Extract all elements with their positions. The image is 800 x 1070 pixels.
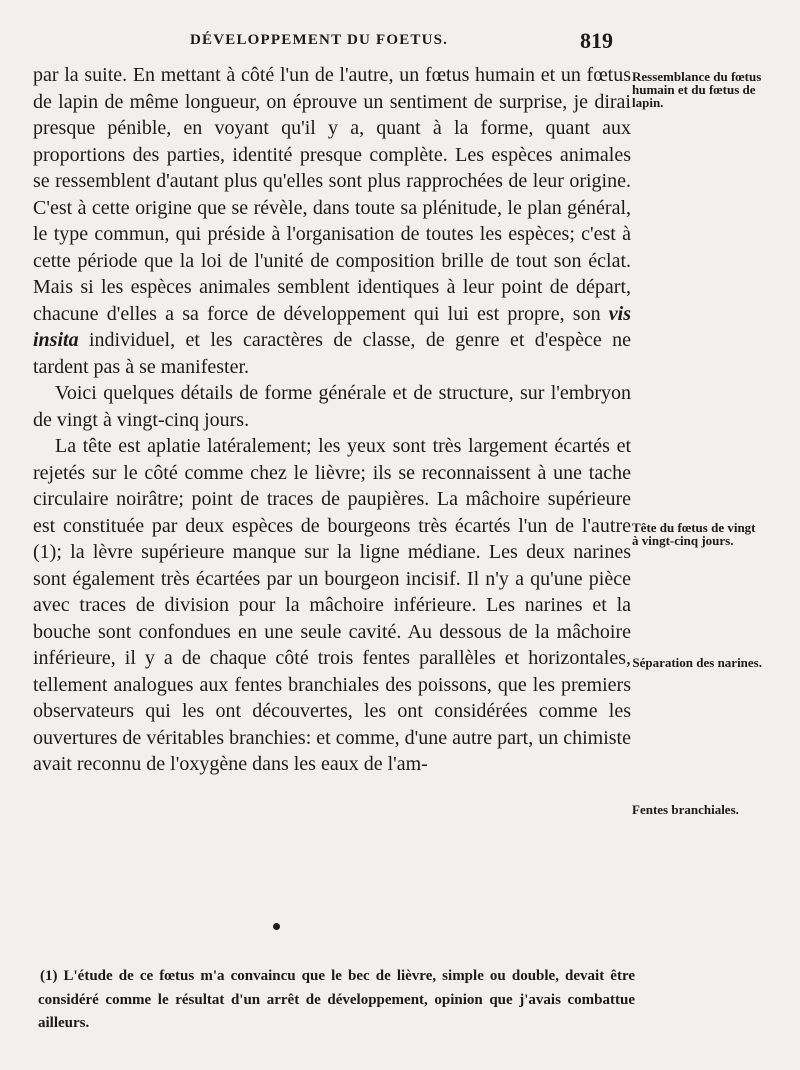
- margin-note-nostrils: Séparation des narines.: [632, 655, 762, 670]
- margin-note-branchial-slits: Fentes branchiales.: [632, 802, 739, 817]
- margin-note-resemblance: Ressemblance du fœtus humain et du fœtus de lapin.: [632, 69, 762, 110]
- page-header: [0, 28, 800, 58]
- main-text: [33, 62, 631, 778]
- latin-phrase: vis insita: [33, 302, 631, 351]
- paragraph-resemblance: [33, 62, 631, 380]
- footnote-text: L'étude de ce fœtus m'a convaincu que le bec de lièvre, simple ou double, devait être considéré comme le résultat d'un arrêt de développement, opinion que j'avais combattue ailleurs.: [38, 968, 635, 1031]
- running-title: DÉVELOPPEMENT DU FOETUS.: [190, 32, 449, 48]
- paragraph-text: par la suite. En mettant à côté l'un de l'autre, un fœtus humain et un fœtus de lapin de même longueur, on éprouve un sentiment de surprise, je dirai presque pénible, en voyant qu'il y a, quant à la forme, quant aux proportions des parties, identité presque complète. Les espèces animales se ressemblent d'autant plus qu'elles sont plus rapprochées de leur origine. C'est à cette origine que se révèle, dans toute sa plénitude, le plan général, le type commun, qui préside à l'organisation de toutes les espèces; c'est à cette période que la loi de l'unité de composition brille de tout son éclat. Mais si les espèces animales semblent identiques à leur point de départ, chacune d'elles a sa force de développement qui lui est propre, son: [33, 64, 631, 325]
- paragraph-text-continued: individuel, et les caractères de classe, de genre et d'espèce ne tardent pas à se manifester.: [33, 329, 631, 378]
- ink-blot: [273, 923, 280, 930]
- footnote: [38, 965, 635, 1036]
- paragraph-head-description: La tête est aplatie latéralement; les yeux sont très largement écartés et rejetés sur le côté comme chez le lièvre; ils se reconnaissent à une tache circulaire noirâtre; point de traces de paupières. La mâchoire supérieure est constituée par deux espèces de bourgeons très écartés l'un de l'autre (1); la lèvre supérieure manque sur la ligne médiane. Les deux narines sont également très écartées par un bourgeon incisif. Il n'y a qu'une pièce avec traces de division pour la mâchoire inférieure. Les narines et la bouche sont confondues en une seule cavité. Au dessous de la mâchoire inférieure, il y a de chaque côté trois fentes parallèles et horizontales, tellement analogues aux fentes branchiales des poissons, que les premiers observateurs qui les ont découvertes, les ont considérées comme les ouvertures de véritables branchies: et comme, d'une autre part, un chimiste avait reconnu de l'oxygène dans les eaux de l'am-: [33, 435, 631, 775]
- footnote-mark: (1): [40, 968, 58, 984]
- margin-note-head: Tête du fœtus de vingt à vingt-cinq jours.: [632, 520, 756, 548]
- paragraph-intro-details: Voici quelques détails de forme générale et de structure, sur l'embryon de vingt à vingt-cinq jours.: [33, 382, 631, 431]
- page-number: 819: [580, 28, 613, 53]
